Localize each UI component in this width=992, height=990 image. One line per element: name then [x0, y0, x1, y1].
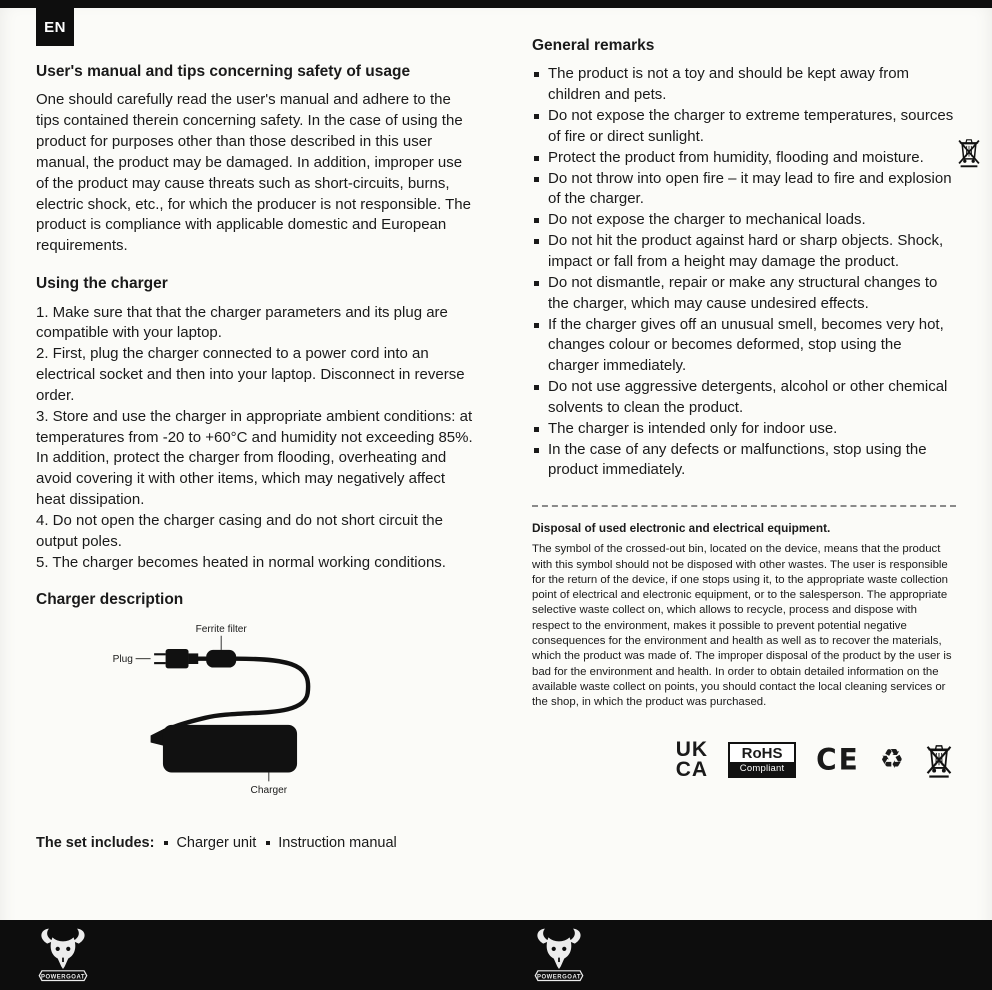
general-remark: Do not expose the charger to extreme temperatures, sources of fire or direct sunlight.: [532, 106, 956, 148]
set-includes-label: The set includes:: [36, 834, 155, 851]
ukca-mark-line1: UK: [675, 738, 709, 762]
charger-diagram: [80, 620, 474, 803]
powergoat-wordmark: POWERGOAT: [40, 974, 86, 981]
set-includes-item: Charger unit: [164, 835, 256, 851]
general-remark: Do not use aggressive detergents, alcohol or other chemical solvents to clean the product.: [532, 377, 956, 419]
using-step: 4. Do not open the charger casing and do not short circuit the output poles.: [36, 511, 443, 550]
language-badge: EN: [36, 8, 74, 46]
using-step: 3. Store and use the charger in appropriate ambient conditions: at temperatures from -20 to +60°C and humidity not exceeding 85%. In addition, protect the charger from flooding, overheating and avoid covering it with other items, which may negatively affect heat dissipation.: [36, 407, 473, 509]
footer-bar: [0, 920, 992, 990]
charger-body: [163, 725, 297, 773]
using-step: 1. Make sure that that the charger parameters and its plug are compatible with your laptop.: [36, 303, 448, 342]
recycle-icon: ♻: [879, 744, 904, 776]
general-remark: Do not throw into open fire – it may lead to fire and explosion of the charger.: [532, 169, 956, 211]
general-remarks-heading: General remarks: [532, 37, 655, 54]
general-remark: The product is not a toy and should be kept away from children and pets.: [532, 64, 956, 106]
weee-crossed-bin-icon-small: [956, 136, 982, 168]
ferrite-filter-label: Ferrite filter: [195, 624, 247, 636]
powergoat-logo: [36, 926, 90, 989]
general-remarks-list: [532, 64, 956, 481]
plug-label: Plug: [112, 654, 133, 666]
left-column: [36, 62, 474, 851]
using-charger-heading: Using the charger: [36, 275, 168, 293]
general-remark: Do not hit the product against hard or sharp objects. Shock, impact or fall from a height may damage the product.: [532, 231, 956, 273]
plug-body: [166, 649, 189, 668]
charger-diagram-illustration: [80, 620, 380, 798]
ce-mark: CE: [816, 742, 860, 777]
strain-relief: [151, 728, 165, 746]
powergoat-wordmark: POWERGOAT: [536, 974, 582, 981]
general-remark: The charger is intended only for indoor use.: [532, 419, 956, 440]
general-remark: Do not expose the charger to mechanical loads.: [532, 210, 956, 231]
cable-curve: [157, 659, 308, 737]
safety-paragraph: One should carefully read the user's manual and adhere to the tips contained therein concerning safety. In the case of using the product for purposes other than those described in this user manual, the product may be damaged. In addition, improper use of the product may cause threats such as short-circuits, burns, electric shock, etc., for which the producer is not responsible. The product is compliance with applicable domestic and European requirements.: [36, 91, 471, 255]
weee-crossed-bin-icon: [924, 741, 954, 779]
ukca-mark: [676, 740, 708, 779]
dashed-divider: [532, 505, 956, 507]
general-remark: If the charger gives off an unusual smell, becomes very hot, changes colour or becomes deformed, stop using the charger immediately.: [532, 315, 956, 378]
ferrite-filter: [206, 650, 236, 668]
powergoat-logo: [532, 926, 586, 989]
top-edge-bar: [0, 0, 992, 8]
goat-skull-icon: [532, 926, 586, 984]
general-remark: In the case of any defects or malfunctions, stop using the product immediately.: [532, 440, 956, 482]
disposal-paragraph: The symbol of the crossed-out bin, located on the device, means that the product with this symbol should not be disposed with other wastes. The user is responsible for the return of the device, if one stops using it, to the appropriate waste collection point of electrical and electronic equipment, or to the salesperson. The appropriate selective waste collect on, which allows to recycle, process and dispose with respect to the environment, makes it possible to prevent potential negative consequences for the environment and health as well as to recover the materials, which the product was made of. The improper disposal of the product by the user is bad for the environment and health. In order to obtain detailed information on the available waste collect on points, you should contact the local cleaning services or the shop, in which the product was purchased.: [532, 543, 952, 709]
using-step: 2. First, plug the charger connected to a power cord into an electrical socket and then into your laptop. Disconnect in reverse order.: [36, 345, 465, 404]
safety-heading: User's manual and tips concerning safety of usage: [36, 63, 411, 80]
right-column: [532, 36, 956, 779]
goat-skull-icon: [36, 926, 90, 984]
rohs-mark-title: RoHS: [741, 744, 783, 762]
rohs-mark: [728, 742, 796, 778]
charger-label: Charger: [250, 784, 288, 796]
general-remark: Protect the product from humidity, flooding and moisture.: [532, 148, 956, 169]
charger-description-heading: Charger description: [36, 591, 184, 609]
disposal-heading: Disposal of used electronic and electrical equipment.: [532, 521, 831, 536]
general-remark: Do not dismantle, repair or make any structural changes to the charger, which may cause undesired effects.: [532, 273, 956, 315]
set-includes-line: [36, 835, 474, 851]
rohs-mark-subtitle: Compliant: [730, 762, 794, 776]
using-charger-steps: [36, 303, 474, 574]
ukca-mark-line2: CA: [675, 757, 709, 781]
compliance-marks-row: [532, 740, 956, 779]
set-includes-item: Instruction manual: [266, 835, 396, 851]
using-step: 5. The charger becomes heated in normal working conditions.: [36, 553, 446, 571]
